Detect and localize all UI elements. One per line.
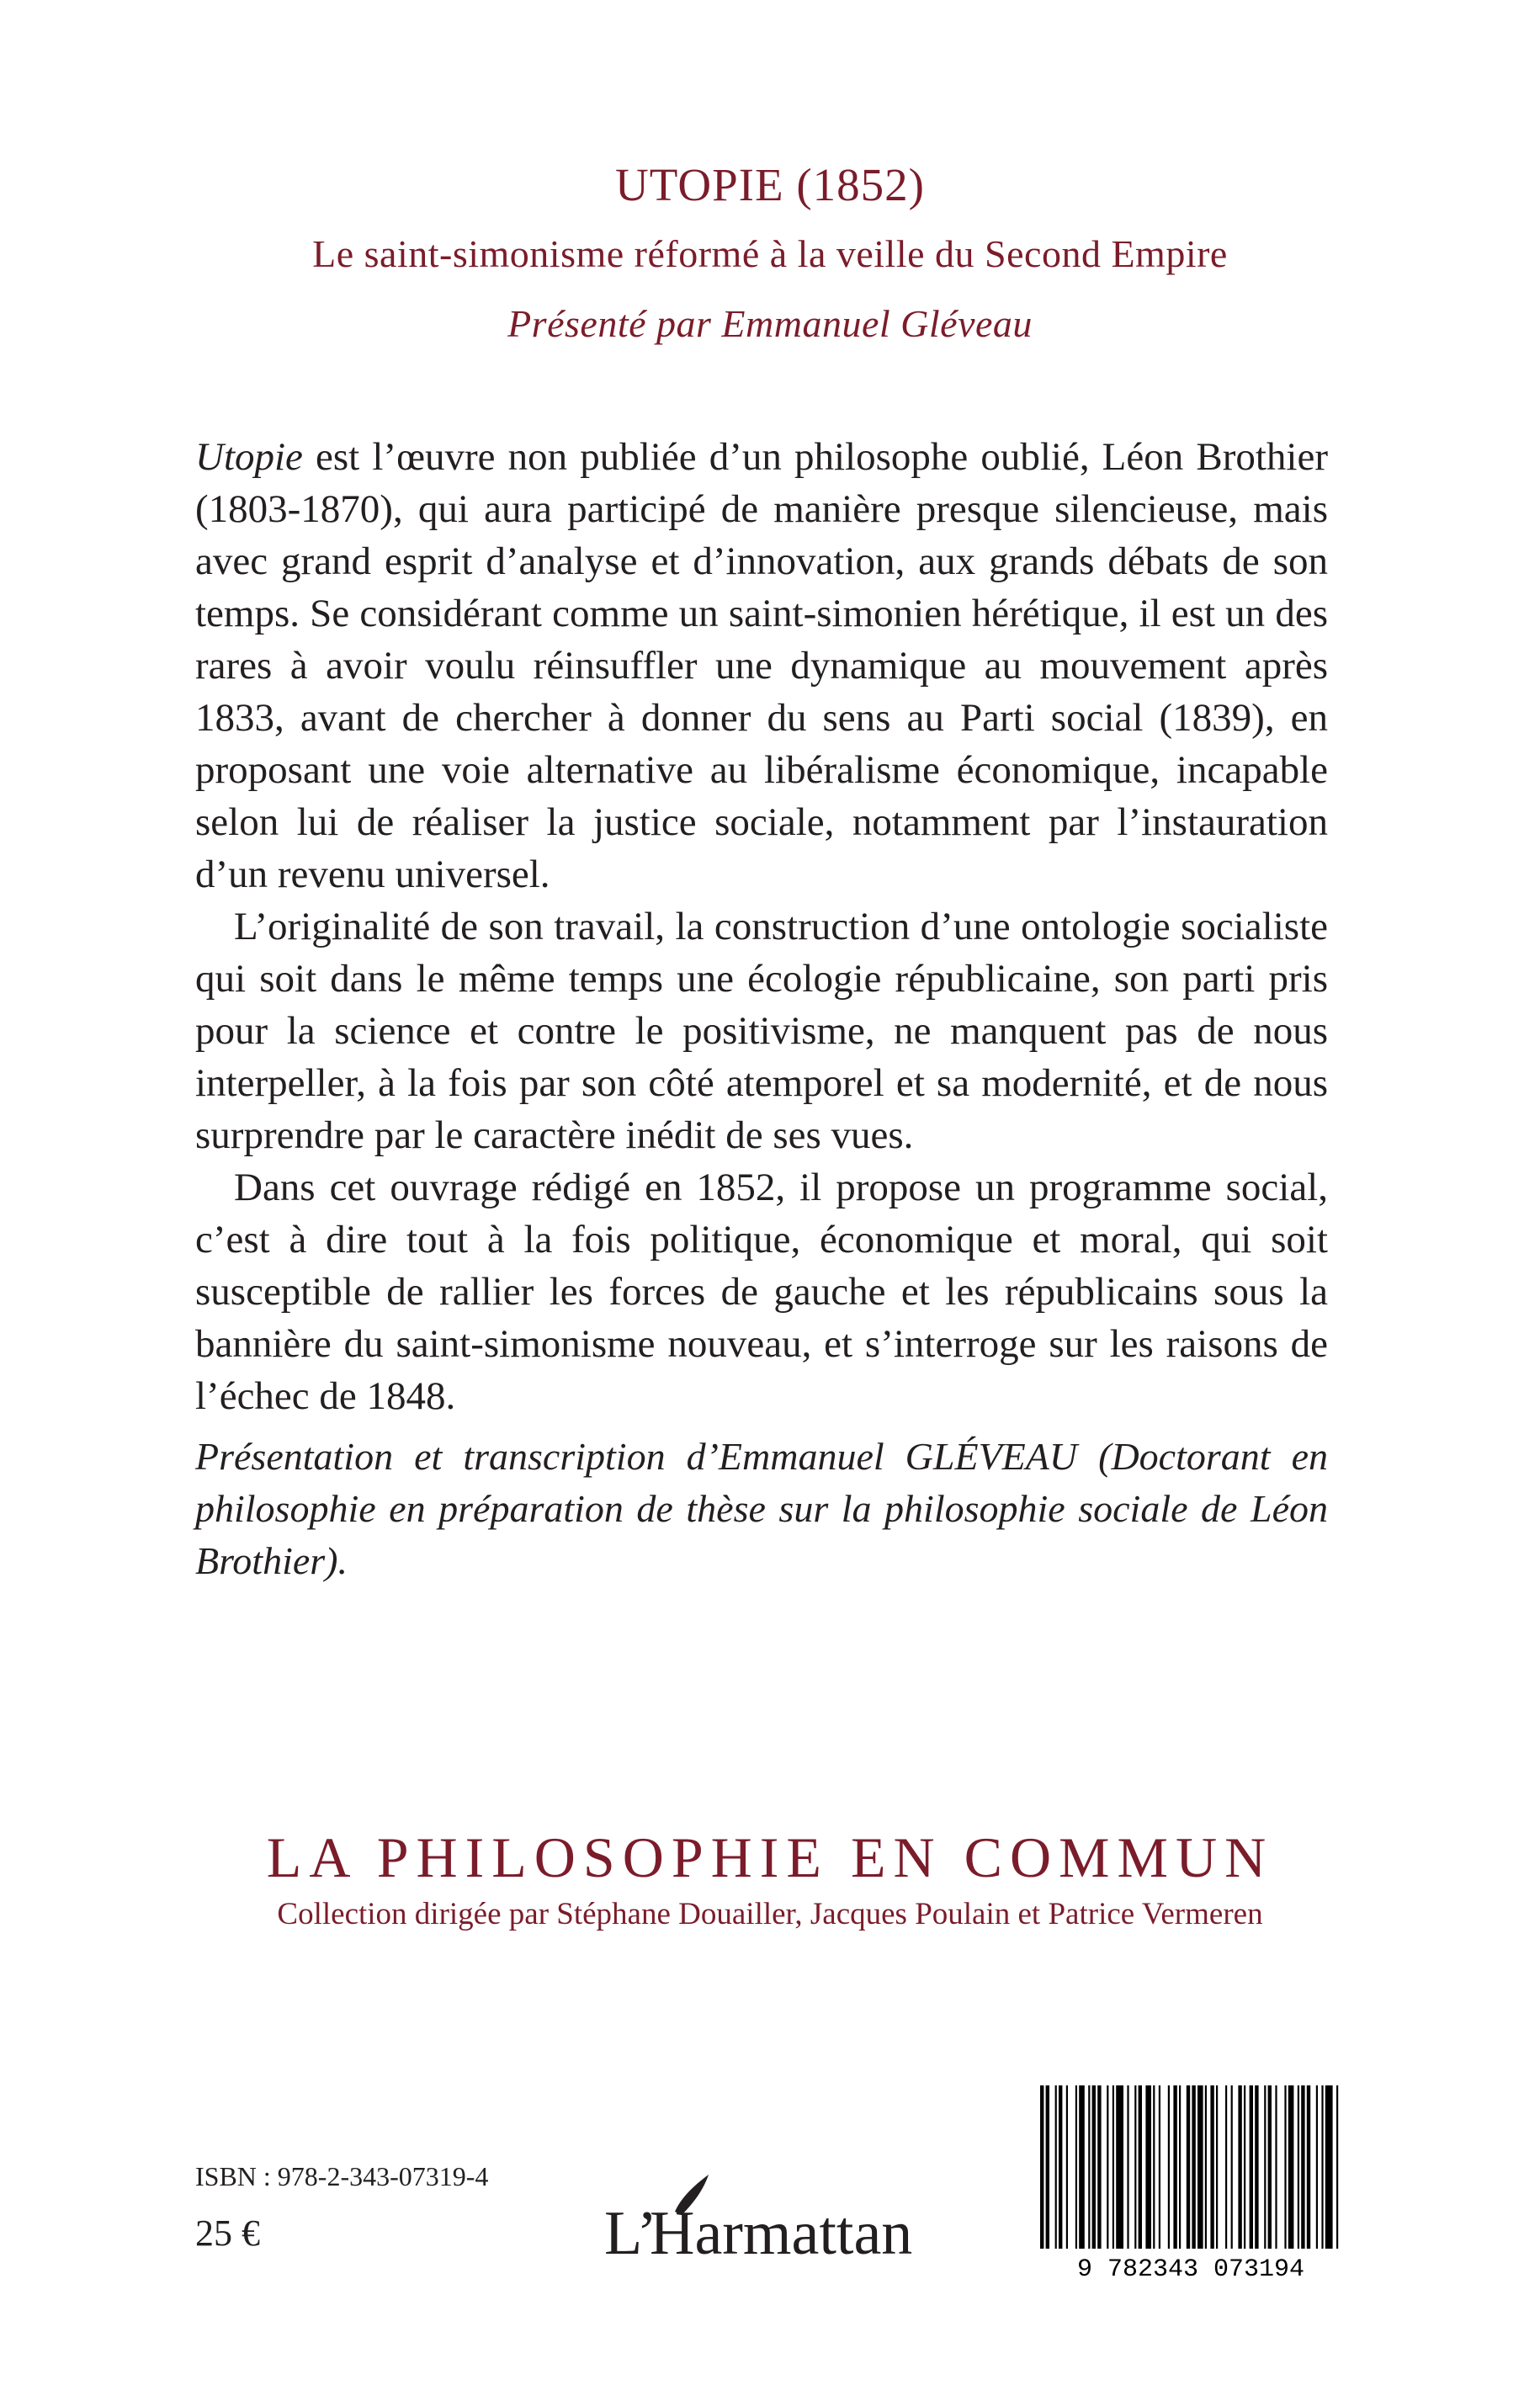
barcode-bar bbox=[1092, 2085, 1096, 2249]
barcode-bar bbox=[1238, 2085, 1241, 2249]
barcode-bar bbox=[1134, 2085, 1136, 2249]
barcode-bar bbox=[1255, 2085, 1258, 2249]
barcode-bar bbox=[1210, 2085, 1213, 2249]
barcode-digits: 9 782343 073194 bbox=[1076, 2255, 1305, 2282]
barcode-bar bbox=[1059, 2085, 1062, 2249]
barcode-bar bbox=[1179, 2085, 1181, 2249]
barcode-bar bbox=[1336, 2085, 1338, 2249]
barcode-bar bbox=[1275, 2085, 1277, 2249]
barcode-bars bbox=[1040, 2085, 1338, 2249]
series-name: LA PHILOSOPHIE EN COMMUN bbox=[266, 1825, 1274, 1889]
book-title: UTOPIE (1852) bbox=[615, 159, 925, 210]
barcode-bar bbox=[1066, 2085, 1068, 2249]
barcode-bar bbox=[1127, 2085, 1128, 2249]
barcode-bar bbox=[1159, 2085, 1160, 2249]
barcode-bar bbox=[1197, 2085, 1203, 2249]
barcode-bar bbox=[1173, 2085, 1176, 2249]
barcode-bar bbox=[1192, 2085, 1195, 2249]
barcode-bar bbox=[1145, 2085, 1151, 2249]
barcode-bar bbox=[1244, 2085, 1245, 2249]
barcode-bar bbox=[1116, 2085, 1123, 2249]
summary-paragraph-2: L’originalité de son travail, la construction d’une ontologie socialiste qui soit dans le même temps une écologie républicaine, son parti pris pour la science et contre le positivisme, ne manquent pas de nous interpeller, à la fois par son côté atemporel et sa modernité, et de nous surprendre par le caractère inédit de ses vues. bbox=[195, 905, 1328, 1157]
back-cover-summary bbox=[195, 431, 1328, 1422]
barcode-bar bbox=[1288, 2085, 1294, 2249]
barcode-bar bbox=[1264, 2085, 1266, 2249]
barcode-bar bbox=[1225, 2085, 1227, 2249]
presenter-line: Présenté par Emmanuel Gléveau bbox=[507, 302, 1033, 345]
publisher-logo bbox=[601, 2171, 954, 2272]
barcode-bar bbox=[1107, 2085, 1108, 2249]
barcode-bar bbox=[1097, 2085, 1101, 2249]
barcode-bar bbox=[1268, 2085, 1272, 2249]
barcode-bar bbox=[1325, 2085, 1333, 2249]
barcode-bar bbox=[1040, 2085, 1043, 2249]
barcode-bar bbox=[1298, 2085, 1299, 2249]
barcode-bar bbox=[1321, 2085, 1323, 2249]
barcode-bar bbox=[1079, 2085, 1085, 2249]
summary-paragraph-1 bbox=[195, 431, 1328, 900]
barcode-bar bbox=[1250, 2085, 1253, 2249]
isbn: ISBN : 978-2-343-07319-4 bbox=[195, 2161, 489, 2191]
barcode-bar bbox=[1231, 2085, 1233, 2249]
barcode-bar bbox=[1284, 2085, 1286, 2249]
barcode-bar bbox=[1187, 2085, 1190, 2249]
barcode-bar bbox=[1216, 2085, 1218, 2249]
barcode-bar bbox=[1307, 2085, 1310, 2249]
barcode-bar bbox=[1301, 2085, 1304, 2249]
barcode-bar bbox=[1205, 2085, 1207, 2249]
summary-paragraph-3: Dans cet ouvrage rédigé en 1852, il propose un programme social, c’est à dire tout à la fois politique, économique et moral, qui soit susceptible de rallier les forces de gauche et les républicains sous la bannière du saint-simonisme nouveau, et s’interroge sur les raisons de l’échec de 1848. bbox=[195, 1166, 1328, 1418]
work-title-italic: Utopie bbox=[195, 435, 303, 479]
barcode-bar bbox=[1139, 2085, 1142, 2249]
summary-paragraph-1-text: est l’œuvre non publiée d’un philosophe oublié, Léon Brothier (1803-1870), qui aura participé de manière presque silencieuse, mais avec grand esprit d’analyse et d’innovation, aux grands débats de son temps. Se considérant comme un saint-simonien hérétique, il est un des rares à avoir voulu réinsuffler une dynamique au mouvement après 1833, avant de chercher à donner du sens au Parti social (1839), en proposant une voie alternative au libéralisme économique, incapable selon lui de réaliser la justice sociale, notamment par l’instauration d’un revenu universel. bbox=[195, 435, 1328, 896]
barcode-bar bbox=[1055, 2085, 1057, 2249]
barcode-bar bbox=[1088, 2085, 1090, 2249]
barcode-bar bbox=[1153, 2085, 1155, 2249]
barcode-bar bbox=[1168, 2085, 1170, 2249]
barcode-bar bbox=[1075, 2085, 1077, 2249]
barcode-bar bbox=[1113, 2085, 1114, 2249]
publisher-prefix: L’ bbox=[604, 2199, 658, 2268]
barcode bbox=[1035, 2082, 1346, 2282]
presentation-credit: Présentation et transcription d’Emmanuel GLÉVEAU (Doctorant en philosophie en préparation de thèse sur la philosophie sociale de Léon Brothier). bbox=[195, 1435, 1328, 1582]
publisher-name: Harmattan bbox=[650, 2199, 913, 2268]
price: 25 € bbox=[195, 2212, 260, 2254]
book-subtitle: Le saint-simonisme réformé à la veille du Second Empire bbox=[312, 232, 1228, 275]
series-directors: Collection dirigée par Stéphane Douailler, Jacques Poulain et Patrice Vermeren bbox=[277, 1897, 1263, 1931]
barcode-bar bbox=[1046, 2085, 1049, 2249]
barcode-bar bbox=[1316, 2085, 1318, 2249]
